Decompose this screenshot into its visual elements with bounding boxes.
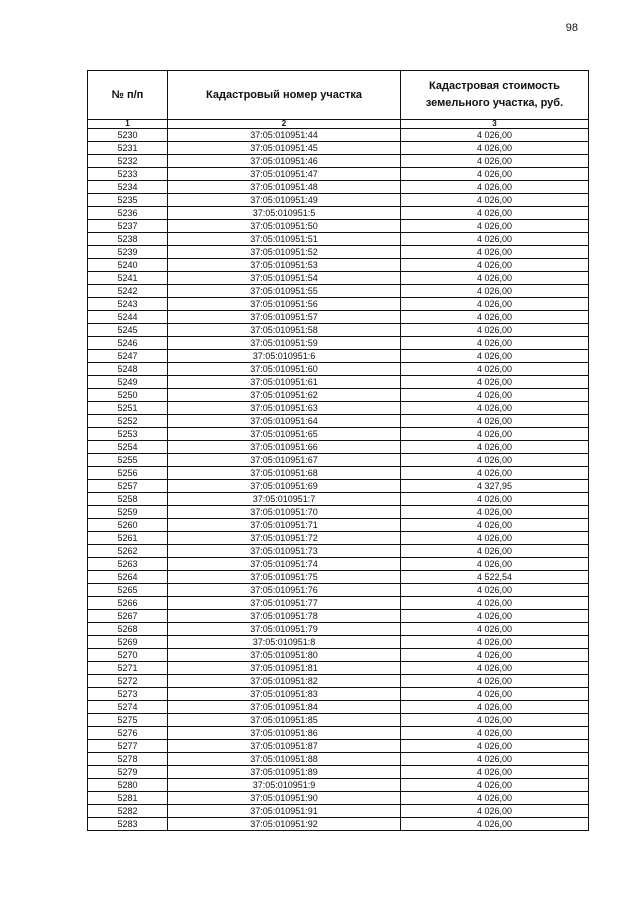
cadastral-value-cell: 4 026,00 xyxy=(401,532,589,545)
table-row xyxy=(88,363,589,376)
cadastral-value-cell: 4 026,00 xyxy=(401,246,589,259)
cadastral-number-cell: 37:05:010951:55 xyxy=(168,285,401,298)
table-row xyxy=(88,207,589,220)
row-number-cell: 5240 xyxy=(88,259,168,272)
table-row xyxy=(88,740,589,753)
cadastral-number-cell: 37:05:010951:76 xyxy=(168,584,401,597)
cadastral-value-cell: 4 026,00 xyxy=(401,701,589,714)
row-number-cell: 5252 xyxy=(88,415,168,428)
table-row xyxy=(88,519,589,532)
row-number-cell: 5234 xyxy=(88,181,168,194)
row-number-cell: 5277 xyxy=(88,740,168,753)
cadastral-number-cell: 37:05:010951:9 xyxy=(168,779,401,792)
cadastral-value-cell: 4 026,00 xyxy=(401,168,589,181)
row-number-cell: 5243 xyxy=(88,298,168,311)
table-row xyxy=(88,818,589,831)
cadastral-number-cell: 37:05:010951:51 xyxy=(168,233,401,246)
cadastral-value-cell: 4 026,00 xyxy=(401,337,589,350)
cadastral-value-cell: 4 026,00 xyxy=(401,233,589,246)
row-number-cell: 5235 xyxy=(88,194,168,207)
row-number-cell: 5248 xyxy=(88,363,168,376)
cadastral-number-cell: 37:05:010951:82 xyxy=(168,675,401,688)
cadastral-value-cell: 4 026,00 xyxy=(401,649,589,662)
cadastral-value-cell: 4 026,00 xyxy=(401,142,589,155)
row-number-cell: 5231 xyxy=(88,142,168,155)
row-number-cell: 5238 xyxy=(88,233,168,246)
table-row xyxy=(88,441,589,454)
row-number-cell: 5232 xyxy=(88,155,168,168)
cadastral-value-cell: 4 026,00 xyxy=(401,675,589,688)
row-number-cell: 5261 xyxy=(88,532,168,545)
table-row xyxy=(88,298,589,311)
table-row xyxy=(88,389,589,402)
column-number-3: 3 xyxy=(401,120,589,129)
table-row xyxy=(88,727,589,740)
table-row xyxy=(88,506,589,519)
cadastral-value-cell: 4 026,00 xyxy=(401,688,589,701)
row-number-cell: 5250 xyxy=(88,389,168,402)
cadastral-number-cell: 37:05:010951:72 xyxy=(168,532,401,545)
cadastral-number-cell: 37:05:010951:65 xyxy=(168,428,401,441)
row-number-cell: 5237 xyxy=(88,220,168,233)
cadastral-value-cell: 4 026,00 xyxy=(401,727,589,740)
cadastral-number-cell: 37:05:010951:68 xyxy=(168,467,401,480)
cadastral-value-cell: 4 026,00 xyxy=(401,597,589,610)
table-row xyxy=(88,779,589,792)
cadastral-value-table xyxy=(87,70,589,831)
row-number-cell: 5262 xyxy=(88,545,168,558)
row-number-cell: 5254 xyxy=(88,441,168,454)
table-row xyxy=(88,714,589,727)
cadastral-value-cell: 4 026,00 xyxy=(401,610,589,623)
row-number-cell: 5244 xyxy=(88,311,168,324)
table-row xyxy=(88,324,589,337)
cadastral-number-cell: 37:05:010951:53 xyxy=(168,259,401,272)
cadastral-value-cell: 4 026,00 xyxy=(401,467,589,480)
cadastral-number-cell: 37:05:010951:77 xyxy=(168,597,401,610)
cadastral-value-cell: 4 026,00 xyxy=(401,818,589,831)
cadastral-value-cell: 4 026,00 xyxy=(401,662,589,675)
cadastral-value-cell: 4 026,00 xyxy=(401,740,589,753)
cadastral-value-cell: 4 026,00 xyxy=(401,428,589,441)
row-number-cell: 5281 xyxy=(88,792,168,805)
cadastral-number-cell: 37:05:010951:46 xyxy=(168,155,401,168)
table-row xyxy=(88,337,589,350)
row-number-cell: 5242 xyxy=(88,285,168,298)
table-row xyxy=(88,545,589,558)
cadastral-value-cell: 4 026,00 xyxy=(401,324,589,337)
cadastral-value-cell: 4 026,00 xyxy=(401,272,589,285)
cadastral-value-cell: 4 026,00 xyxy=(401,220,589,233)
row-number-cell: 5263 xyxy=(88,558,168,571)
cadastral-number-cell: 37:05:010951:86 xyxy=(168,727,401,740)
table-row xyxy=(88,259,589,272)
cadastral-number-cell: 37:05:010951:48 xyxy=(168,181,401,194)
row-number-cell: 5245 xyxy=(88,324,168,337)
cadastral-number-cell: 37:05:010951:79 xyxy=(168,623,401,636)
table-row xyxy=(88,142,589,155)
table-row xyxy=(88,233,589,246)
table-row xyxy=(88,649,589,662)
cadastral-value-cell: 4 026,00 xyxy=(401,545,589,558)
cadastral-value-cell: 4 026,00 xyxy=(401,623,589,636)
cadastral-number-cell: 37:05:010951:60 xyxy=(168,363,401,376)
row-number-cell: 5241 xyxy=(88,272,168,285)
cadastral-value-cell: 4 026,00 xyxy=(401,376,589,389)
cadastral-number-cell: 37:05:010951:50 xyxy=(168,220,401,233)
row-number-cell: 5260 xyxy=(88,519,168,532)
cadastral-value-cell: 4 026,00 xyxy=(401,259,589,272)
cadastral-value-cell: 4 026,00 xyxy=(401,298,589,311)
cadastral-number-cell: 37:05:010951:87 xyxy=(168,740,401,753)
cadastral-value-cell: 4 026,00 xyxy=(401,493,589,506)
cadastral-number-cell: 37:05:010951:78 xyxy=(168,610,401,623)
row-number-cell: 5276 xyxy=(88,727,168,740)
cadastral-value-cell: 4 026,00 xyxy=(401,506,589,519)
table-row xyxy=(88,610,589,623)
cadastral-number-cell: 37:05:010951:54 xyxy=(168,272,401,285)
cadastral-number-cell: 37:05:010951:49 xyxy=(168,194,401,207)
table-row xyxy=(88,493,589,506)
cadastral-value-cell: 4 026,00 xyxy=(401,636,589,649)
row-number-cell: 5280 xyxy=(88,779,168,792)
table-row xyxy=(88,129,589,142)
table-row xyxy=(88,688,589,701)
cadastral-number-cell: 37:05:010951:75 xyxy=(168,571,401,584)
table-row xyxy=(88,792,589,805)
header-row-number: № п/п xyxy=(88,71,168,120)
cadastral-value-cell: 4 026,00 xyxy=(401,805,589,818)
cadastral-number-cell: 37:05:010951:6 xyxy=(168,350,401,363)
row-number-cell: 5247 xyxy=(88,350,168,363)
cadastral-number-cell: 37:05:010951:74 xyxy=(168,558,401,571)
cadastral-number-cell: 37:05:010951:52 xyxy=(168,246,401,259)
row-number-cell: 5265 xyxy=(88,584,168,597)
row-number-cell: 5264 xyxy=(88,571,168,584)
cadastral-number-cell: 37:05:010951:56 xyxy=(168,298,401,311)
table-row xyxy=(88,454,589,467)
cadastral-value-cell: 4 026,00 xyxy=(401,454,589,467)
table-header xyxy=(88,71,589,129)
table-row xyxy=(88,662,589,675)
row-number-cell: 5271 xyxy=(88,662,168,675)
cadastral-number-cell: 37:05:010951:44 xyxy=(168,129,401,142)
table-row xyxy=(88,246,589,259)
cadastral-number-cell: 37:05:010951:71 xyxy=(168,519,401,532)
table-row xyxy=(88,376,589,389)
cadastral-number-cell: 37:05:010951:70 xyxy=(168,506,401,519)
cadastral-value-cell: 4 026,00 xyxy=(401,350,589,363)
cadastral-value-cell: 4 026,00 xyxy=(401,311,589,324)
table-row xyxy=(88,753,589,766)
cadastral-number-cell: 37:05:010951:69 xyxy=(168,480,401,493)
cadastral-value-cell: 4 026,00 xyxy=(401,441,589,454)
header-cadastral-value: Кадастровая стоимость земельного участка, руб. xyxy=(401,71,589,120)
table-row xyxy=(88,181,589,194)
cadastral-value-cell: 4 026,00 xyxy=(401,207,589,220)
cadastral-number-cell: 37:05:010951:80 xyxy=(168,649,401,662)
table-row xyxy=(88,480,589,493)
cadastral-value-cell: 4 026,00 xyxy=(401,779,589,792)
cadastral-value-cell: 4 026,00 xyxy=(401,155,589,168)
column-number-row xyxy=(88,120,589,129)
cadastral-number-cell: 37:05:010951:45 xyxy=(168,142,401,155)
row-number-cell: 5269 xyxy=(88,636,168,649)
cadastral-value-cell: 4 026,00 xyxy=(401,584,589,597)
table-row xyxy=(88,311,589,324)
cadastral-number-cell: 37:05:010951:59 xyxy=(168,337,401,350)
table-row xyxy=(88,584,589,597)
row-number-cell: 5278 xyxy=(88,753,168,766)
cadastral-number-cell: 37:05:010951:61 xyxy=(168,376,401,389)
cadastral-number-cell: 37:05:010951:73 xyxy=(168,545,401,558)
cadastral-value-cell: 4 026,00 xyxy=(401,129,589,142)
cadastral-value-cell: 4 026,00 xyxy=(401,402,589,415)
row-number-cell: 5258 xyxy=(88,493,168,506)
header-cadastral-number: Кадастровый номер участка xyxy=(168,71,401,120)
cadastral-value-cell: 4 327,95 xyxy=(401,480,589,493)
cadastral-number-cell: 37:05:010951:62 xyxy=(168,389,401,402)
column-number-1: 1 xyxy=(88,120,168,129)
table-row xyxy=(88,766,589,779)
row-number-cell: 5266 xyxy=(88,597,168,610)
table-row xyxy=(88,428,589,441)
row-number-cell: 5259 xyxy=(88,506,168,519)
table-row xyxy=(88,168,589,181)
row-number-cell: 5279 xyxy=(88,766,168,779)
table-row xyxy=(88,623,589,636)
table-row xyxy=(88,272,589,285)
cadastral-value-cell: 4 026,00 xyxy=(401,519,589,532)
cadastral-number-cell: 37:05:010951:64 xyxy=(168,415,401,428)
cadastral-number-cell: 37:05:010951:7 xyxy=(168,493,401,506)
row-number-cell: 5272 xyxy=(88,675,168,688)
row-number-cell: 5283 xyxy=(88,818,168,831)
cadastral-number-cell: 37:05:010951:92 xyxy=(168,818,401,831)
cadastral-value-cell: 4 026,00 xyxy=(401,792,589,805)
row-number-cell: 5251 xyxy=(88,402,168,415)
cadastral-value-cell: 4 026,00 xyxy=(401,389,589,402)
table-row xyxy=(88,415,589,428)
table-row xyxy=(88,558,589,571)
row-number-cell: 5233 xyxy=(88,168,168,181)
column-number-2: 2 xyxy=(168,120,401,129)
cadastral-number-cell: 37:05:010951:89 xyxy=(168,766,401,779)
cadastral-number-cell: 37:05:010951:91 xyxy=(168,805,401,818)
cadastral-number-cell: 37:05:010951:88 xyxy=(168,753,401,766)
header-row xyxy=(88,71,589,120)
row-number-cell: 5275 xyxy=(88,714,168,727)
cadastral-number-cell: 37:05:010951:66 xyxy=(168,441,401,454)
page-number: 98 xyxy=(565,22,578,34)
table-row xyxy=(88,194,589,207)
row-number-cell: 5270 xyxy=(88,649,168,662)
cadastral-number-cell: 37:05:010951:57 xyxy=(168,311,401,324)
row-number-cell: 5255 xyxy=(88,454,168,467)
cadastral-value-cell: 4 026,00 xyxy=(401,285,589,298)
cadastral-value-cell: 4 026,00 xyxy=(401,194,589,207)
table-row xyxy=(88,571,589,584)
row-number-cell: 5246 xyxy=(88,337,168,350)
cadastral-value-cell: 4 026,00 xyxy=(401,714,589,727)
row-number-cell: 5239 xyxy=(88,246,168,259)
table-row xyxy=(88,285,589,298)
cadastral-number-cell: 37:05:010951:84 xyxy=(168,701,401,714)
cadastral-number-cell: 37:05:010951:85 xyxy=(168,714,401,727)
row-number-cell: 5253 xyxy=(88,428,168,441)
table-row xyxy=(88,597,589,610)
table-row xyxy=(88,675,589,688)
table-row xyxy=(88,636,589,649)
table-row xyxy=(88,532,589,545)
cadastral-number-cell: 37:05:010951:81 xyxy=(168,662,401,675)
row-number-cell: 5282 xyxy=(88,805,168,818)
table-row xyxy=(88,701,589,714)
row-number-cell: 5274 xyxy=(88,701,168,714)
table-row xyxy=(88,467,589,480)
cadastral-value-cell: 4 026,00 xyxy=(401,181,589,194)
row-number-cell: 5236 xyxy=(88,207,168,220)
cadastral-number-cell: 37:05:010951:83 xyxy=(168,688,401,701)
table-row xyxy=(88,805,589,818)
cadastral-number-cell: 37:05:010951:8 xyxy=(168,636,401,649)
table-body xyxy=(88,129,589,831)
table-row xyxy=(88,220,589,233)
cadastral-number-cell: 37:05:010951:67 xyxy=(168,454,401,467)
cadastral-value-cell: 4 522,54 xyxy=(401,571,589,584)
table-row xyxy=(88,402,589,415)
cadastral-number-cell: 37:05:010951:58 xyxy=(168,324,401,337)
row-number-cell: 5273 xyxy=(88,688,168,701)
cadastral-number-cell: 37:05:010951:90 xyxy=(168,792,401,805)
table-row xyxy=(88,155,589,168)
row-number-cell: 5249 xyxy=(88,376,168,389)
row-number-cell: 5257 xyxy=(88,480,168,493)
cadastral-number-cell: 37:05:010951:63 xyxy=(168,402,401,415)
row-number-cell: 5256 xyxy=(88,467,168,480)
row-number-cell: 5230 xyxy=(88,129,168,142)
cadastral-number-cell: 37:05:010951:5 xyxy=(168,207,401,220)
cadastral-value-cell: 4 026,00 xyxy=(401,558,589,571)
row-number-cell: 5267 xyxy=(88,610,168,623)
cadastral-value-cell: 4 026,00 xyxy=(401,753,589,766)
table-row xyxy=(88,350,589,363)
cadastral-value-cell: 4 026,00 xyxy=(401,766,589,779)
row-number-cell: 5268 xyxy=(88,623,168,636)
cadastral-number-cell: 37:05:010951:47 xyxy=(168,168,401,181)
cadastral-value-cell: 4 026,00 xyxy=(401,363,589,376)
cadastral-value-cell: 4 026,00 xyxy=(401,415,589,428)
